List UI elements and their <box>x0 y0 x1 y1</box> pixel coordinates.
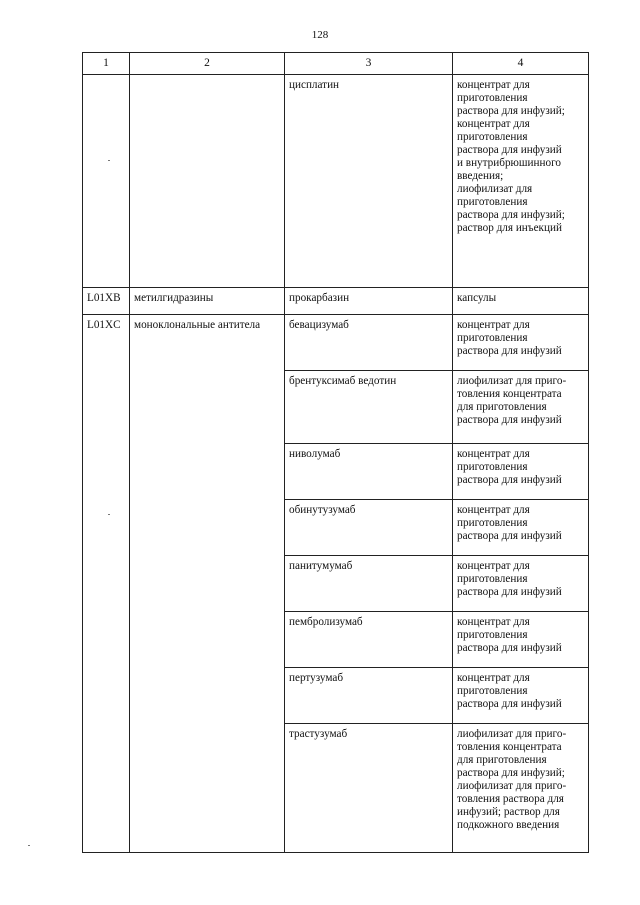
drug-name-cell: панитумумаб <box>285 556 453 612</box>
drug-name-cell: прокарбазин <box>285 288 453 315</box>
drug-name-cell: цисплатин <box>285 75 453 288</box>
group-name-cell: моноклональные антитела <box>130 315 285 853</box>
header-row <box>83 53 589 75</box>
column-header-2: 2 <box>130 53 285 75</box>
scan-speck <box>108 514 110 515</box>
group-name-cell <box>130 75 285 288</box>
atc-code-cell <box>83 75 130 288</box>
drug-name-cell: трастузумаб <box>285 724 453 853</box>
table-row <box>83 315 589 371</box>
drug-name-cell: брентуксимаб ведотин <box>285 371 453 444</box>
group-name-cell: метилгидразины <box>130 288 285 315</box>
drug-name-cell: пембролизумаб <box>285 612 453 668</box>
dosage-form-cell: лиофилизат для приго- товления концентрата для приготовления раствора для инфузий; лиофилизат для приго- товления раствора для инфузий; раствор для подкожного введения <box>453 724 589 853</box>
dosage-form-cell: концентрат для приготовления раствора для инфузий; концентрат для приготовления раствора для инфузий и внутрибрюшинного введения; лиофилизат для приготовления раствора для инфузий; раствор для инъекций <box>453 75 589 288</box>
drug-name-cell: ниволумаб <box>285 444 453 500</box>
column-header-3: 3 <box>285 53 453 75</box>
atc-code-cell: L01XB <box>83 288 130 315</box>
dosage-form-cell: лиофилизат для приго- товления концентрата для приготовления раствора для инфузий <box>453 371 589 444</box>
page-number: 128 <box>311 29 329 41</box>
dosage-form-cell: концентрат для приготовления раствора для инфузий <box>453 444 589 500</box>
atc-code-cell: L01XC <box>83 315 130 853</box>
table-row <box>83 288 589 315</box>
drug-name-cell: бевацизумаб <box>285 315 453 371</box>
drug-name-cell: обинутузумаб <box>285 500 453 556</box>
column-header-1: 1 <box>83 53 130 75</box>
dosage-form-cell: капсулы <box>453 288 589 315</box>
scan-speck <box>28 845 30 846</box>
dosage-form-cell: концентрат для приготовления раствора для инфузий <box>453 315 589 371</box>
drug-table <box>82 52 589 853</box>
dosage-form-cell: концентрат для приготовления раствора для инфузий <box>453 612 589 668</box>
drug-name-cell: пертузумаб <box>285 668 453 724</box>
table-row <box>83 75 589 288</box>
dosage-form-cell: концентрат для приготовления раствора для инфузий <box>453 556 589 612</box>
dosage-form-cell: концентрат для приготовления раствора для инфузий <box>453 500 589 556</box>
column-header-4: 4 <box>453 53 589 75</box>
dosage-form-cell: концентрат для приготовления раствора для инфузий <box>453 668 589 724</box>
scan-speck <box>108 160 110 161</box>
